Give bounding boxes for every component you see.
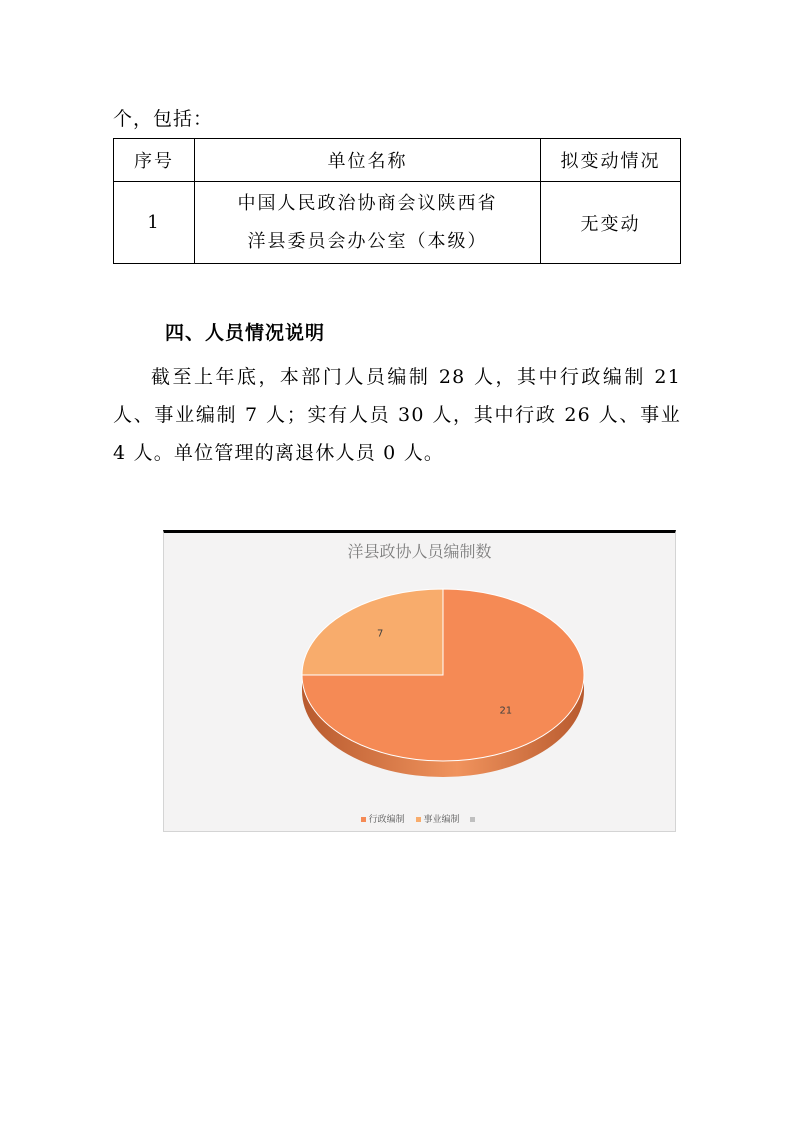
lead-text: 个，包括： <box>113 108 214 130</box>
pie-chart <box>163 530 676 832</box>
legend-label-1: 行政编制 <box>368 815 405 825</box>
personnel-paragraph: 截至上年底，本部门人员编制 28 人，其中行政编制 21 人、事业编制 7 人；实有人员 30 人，其中行政 26 人、事业 4 人。单位管理的离退休人员 0 人。 <box>113 366 681 464</box>
pie-chart-svg <box>164 533 675 831</box>
row-change: 无变动 <box>541 182 681 264</box>
table-row <box>114 182 681 264</box>
legend-label-2: 事业编制 <box>423 815 460 825</box>
row-unit-name <box>195 182 541 264</box>
data-label-1: 21 <box>499 705 513 717</box>
row-index: 1 <box>114 182 195 264</box>
units-table <box>113 138 681 264</box>
header-change: 拟变动情况 <box>541 139 681 182</box>
section-title: 四、人员情况说明 <box>165 322 326 344</box>
legend-swatch-2 <box>416 817 421 822</box>
legend-item-1 <box>361 812 405 825</box>
chart-title: 洋县政协人员编制数 <box>347 542 492 561</box>
table-header-row <box>114 139 681 182</box>
legend-swatch-3 <box>470 817 475 822</box>
header-index: 序号 <box>114 139 195 182</box>
row-unit-name-line1: 中国人民政治协商会议陕西省 <box>237 192 498 214</box>
pie-slice-2 <box>302 589 443 675</box>
legend-item-2 <box>416 812 460 825</box>
legend-swatch-1 <box>361 817 366 822</box>
row-unit-name-line2: 洋县委员会办公室（本级） <box>247 230 488 252</box>
legend-item-3 <box>470 815 478 825</box>
chart-legend <box>164 812 675 825</box>
data-label-2: 7 <box>377 628 384 640</box>
header-unit-name: 单位名称 <box>195 139 541 182</box>
